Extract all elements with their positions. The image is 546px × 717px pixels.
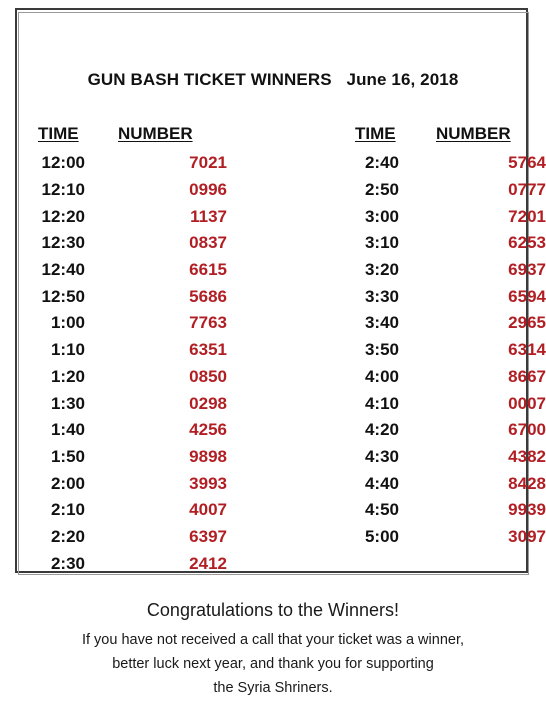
- ticket-number: 0007: [508, 393, 546, 413]
- draw-time: 1:10: [50, 340, 85, 360]
- ticket-number: 0298: [189, 393, 227, 413]
- ticket-number: 7201: [508, 206, 546, 226]
- winner-row: [340, 390, 546, 417]
- winner-row: [30, 390, 227, 417]
- footer-line-1: If you have not received a call that your ticket was a winner,: [81, 632, 465, 648]
- right-time-header: TIME: [355, 124, 396, 143]
- ticket-number: 1137: [190, 206, 227, 226]
- winner-row: [30, 310, 227, 337]
- ticket-number: 7763: [189, 313, 227, 333]
- draw-time: 4:00: [364, 366, 399, 386]
- ticket-number: 3097: [508, 526, 546, 546]
- winner-row: [30, 230, 227, 257]
- left-number-header: NUMBER: [118, 124, 193, 143]
- draw-time: 4:20: [364, 420, 399, 440]
- winner-row: [340, 150, 546, 177]
- ticket-number: 3993: [189, 473, 227, 493]
- winner-row: [30, 177, 227, 204]
- winner-row: [30, 497, 227, 524]
- draw-time: 2:40: [364, 153, 399, 173]
- draw-time: 12:30: [41, 233, 85, 253]
- winner-row: [340, 364, 546, 391]
- ticket-number: 6700: [508, 420, 546, 440]
- footer-line-2: better luck next year, and thank you for supporting: [112, 656, 434, 672]
- congratulations-heading: Congratulations to the Winners!: [146, 600, 400, 620]
- winner-row: [30, 524, 227, 551]
- winner-row: [340, 283, 546, 310]
- ticket-number: 6594: [508, 286, 546, 306]
- winner-row: [340, 444, 546, 471]
- winner-row: [30, 364, 227, 391]
- winner-row: [340, 470, 546, 497]
- draw-time: 2:30: [50, 553, 85, 573]
- ticket-number: 8428: [508, 473, 546, 493]
- ticket-number: 6253: [508, 233, 546, 253]
- draw-time: 3:40: [364, 313, 399, 333]
- winner-row: [340, 230, 546, 257]
- draw-time: 2:10: [50, 500, 85, 520]
- draw-time: 4:10: [364, 393, 399, 413]
- left-time-header: TIME: [38, 124, 79, 143]
- draw-time: 12:00: [41, 153, 85, 173]
- ticket-number: 6314: [508, 340, 546, 360]
- winner-row: [340, 337, 546, 364]
- draw-time: 12:20: [41, 206, 85, 226]
- ticket-number: 0837: [189, 233, 227, 253]
- draw-time: 1:20: [50, 366, 85, 386]
- draw-time: 12:50: [41, 286, 85, 306]
- draw-time: 3:50: [364, 340, 399, 360]
- footer-line-3: the Syria Shriners.: [213, 680, 333, 696]
- ticket-number: 4382: [508, 446, 546, 466]
- draw-time: 12:10: [41, 180, 85, 200]
- ticket-number: 0850: [189, 366, 227, 386]
- winner-row: [340, 524, 546, 551]
- draw-time: 2:50: [364, 180, 399, 200]
- event-date: June 16, 2018: [346, 70, 459, 89]
- winner-row: [30, 470, 227, 497]
- ticket-number: 2965: [508, 313, 546, 333]
- title-text: GUN BASH TICKET WINNERS: [87, 70, 332, 89]
- draw-time: 4:40: [364, 473, 399, 493]
- draw-time: 3:20: [364, 260, 399, 280]
- ticket-number: 5686: [189, 286, 227, 306]
- winner-row: [30, 444, 227, 471]
- ticket-number: 0777: [508, 180, 546, 200]
- draw-time: 5:00: [364, 526, 399, 546]
- winner-row: [340, 497, 546, 524]
- winner-row: [30, 203, 227, 230]
- winner-row: [340, 203, 546, 230]
- winner-row: [340, 177, 546, 204]
- draw-time: 2:00: [50, 473, 85, 493]
- ticket-number: 2412: [189, 553, 227, 573]
- winner-row: [30, 337, 227, 364]
- draw-time: 4:50: [364, 500, 399, 520]
- winner-row: [340, 417, 546, 444]
- draw-time: 1:30: [50, 393, 85, 413]
- winner-row: [30, 417, 227, 444]
- winner-row: [340, 257, 546, 284]
- draw-time: 1:40: [50, 420, 85, 440]
- draw-time: 3:30: [364, 286, 399, 306]
- ticket-number: 4007: [189, 500, 227, 520]
- winner-row: [30, 283, 227, 310]
- ticket-number: 6351: [189, 340, 227, 360]
- winner-row: [30, 150, 227, 177]
- ticket-number: 6397: [189, 526, 227, 546]
- ticket-number: 7021: [189, 153, 227, 173]
- ticket-number: 9898: [189, 446, 227, 466]
- draw-time: 3:00: [364, 206, 399, 226]
- ticket-number: 4256: [189, 420, 227, 440]
- page-title: [0, 70, 546, 90]
- ticket-number: 0996: [189, 180, 227, 200]
- right-winners-table: [340, 150, 546, 550]
- draw-time: 2:20: [50, 526, 85, 546]
- ticket-number: 6615: [189, 260, 227, 280]
- footer-message: [40, 628, 506, 700]
- winner-row: [30, 257, 227, 284]
- ticket-number: 8667: [508, 366, 546, 386]
- ticket-number: 5764: [508, 153, 546, 173]
- winner-row: [30, 550, 227, 577]
- winner-row: [340, 310, 546, 337]
- left-winners-table: [30, 150, 227, 577]
- draw-time: 1:00: [50, 313, 85, 333]
- draw-time: 4:30: [364, 446, 399, 466]
- draw-time: 1:50: [50, 446, 85, 466]
- draw-time: 3:10: [364, 233, 399, 253]
- ticket-number: 9939: [508, 500, 546, 520]
- right-number-header: NUMBER: [436, 124, 511, 143]
- ticket-number: 6937: [508, 260, 546, 280]
- draw-time: 12:40: [41, 260, 85, 280]
